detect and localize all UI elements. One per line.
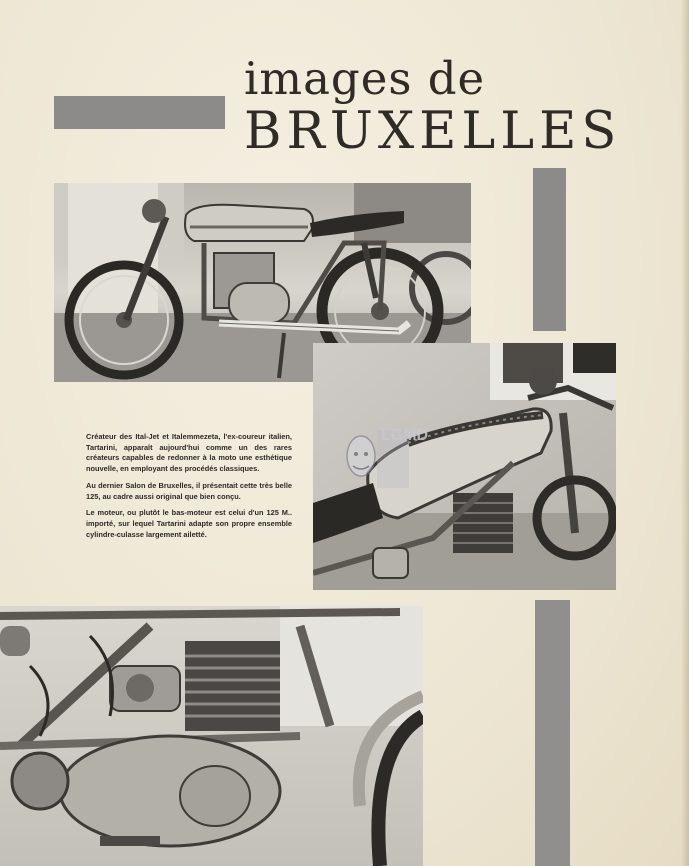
photo-caption bbox=[86, 432, 292, 546]
decorative-bar-right-lower bbox=[535, 600, 570, 866]
caption-paragraph-1: Créateur des Ital-Jet et Italemmezeta, l'ex-coureur italien, Tartarini, apparaît aujourd'hui comme un des rares créateurs capables de redonner à la moto une esthétique nouvelle, en employant des procédés classiques. bbox=[86, 432, 292, 474]
caption-paragraph-3: Le moteur, ou plutôt le bas-moteur est celui d'un 125 M.. importé, sur lequel Tartarini adapte son propre ensemble cylindre-culasse largement ailetté. bbox=[86, 508, 292, 539]
watermark-text: LGMD bbox=[381, 427, 429, 444]
photo-engine-closeup bbox=[0, 606, 423, 866]
page-gutter-shadow bbox=[681, 0, 689, 866]
decorative-bar-right-upper bbox=[533, 168, 566, 331]
caption-paragraph-2: Au dernier Salon de Bruxelles, il présentait cette très belle 125, au cadre aussi original que bien conçu. bbox=[86, 480, 292, 501]
page-title-line1: images de bbox=[244, 52, 486, 105]
page-title-line2: BRUXELLES bbox=[244, 102, 622, 161]
decorative-bar-top-left bbox=[54, 96, 225, 129]
